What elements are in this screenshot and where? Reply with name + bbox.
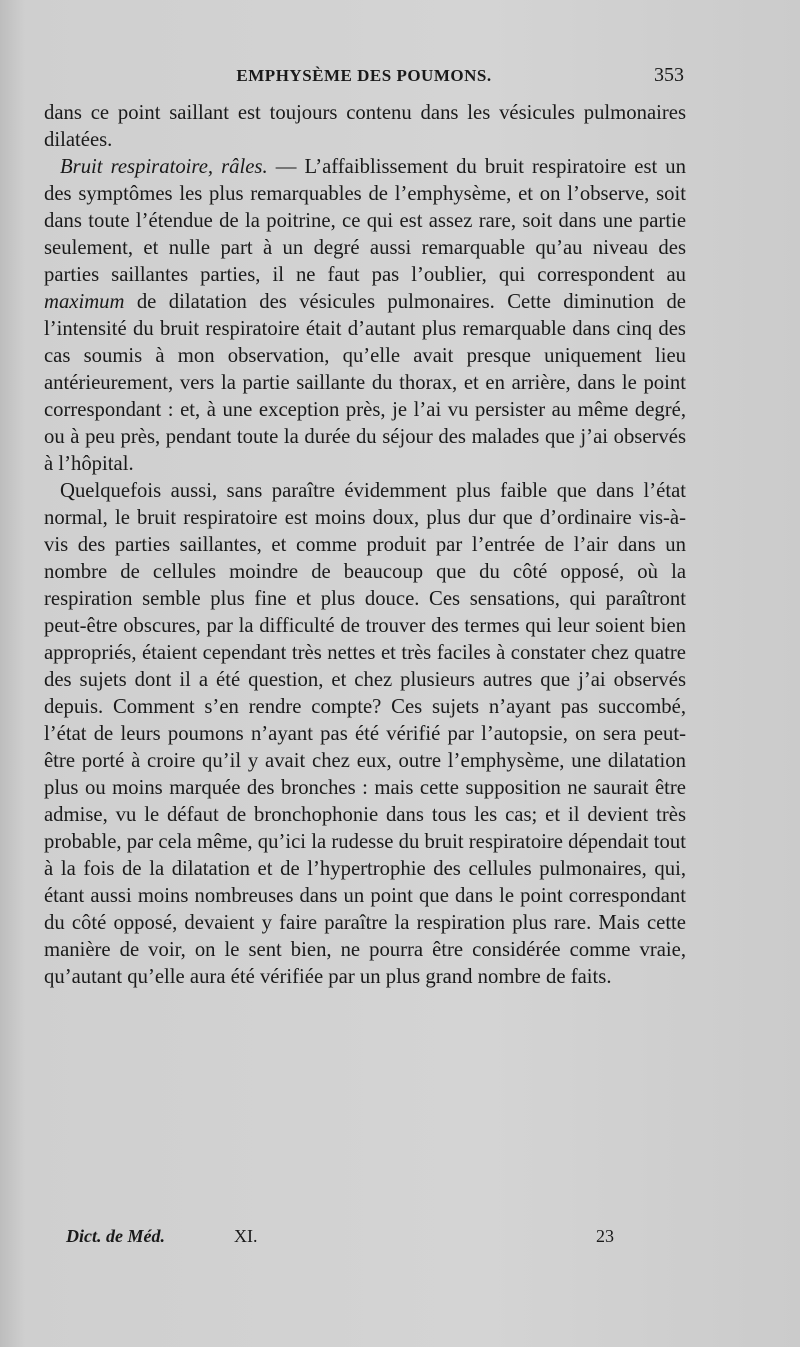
- section-heading: Bruit respiratoire, râles.: [60, 156, 268, 178]
- page-footer: [66, 1226, 614, 1252]
- footer-volume: XI.: [234, 1226, 258, 1246]
- text-run: dans ce point saillant est toujours contenu dans les vésicules pulmonaires dilatées.: [44, 102, 686, 151]
- page-number: 353: [654, 64, 684, 86]
- signature-number: 23: [596, 1226, 614, 1246]
- italic-term: maximum: [44, 291, 125, 313]
- footer-source: Dict. de Méd.: [66, 1226, 165, 1246]
- running-title: EMPHYSÈME DES POUMONS.: [236, 66, 492, 85]
- paragraph: [44, 478, 686, 991]
- page-header: [44, 62, 684, 92]
- text-run: Quelquefois aussi, sans paraître évidemment plus faible que dans l’état normal, le bruit respiratoire est moins doux, plus dur que d’ordinaire vis-à-vis des parties saillantes, et comme produit par l’entrée de l’air dans un nombre de cellules moindre de beaucoup que du côté opposé, où la respiration semble plus fine et plus douce. Ces sensations, qui paraîtront peut-être obscures, par la difficulté de trouver des termes qui leur soient bien appropriés, étaient cependant très nettes et très faciles à constater chez quatre des sujets dont il a été question, et chez plusieurs autres que j’ai observés depuis. Comment s’en rendre compte? Ces sujets n’ayant pas succombé, l’état de leurs poumons n’ayant pas été vérifié par l’autopsie, on sera peut-être porté à croire qu’il y avait chez eux, outre l’emphysème, une dilatation plus ou moins marquée des bronches : mais cette supposition ne saurait être admise, vu le défaut de bronchophonie dans tous les cas; et il devient très probable, par cela même, qu’ici la rudesse du bruit respiratoire dépendait tout à la fois de la dilatation et de l’hypertrophie des cellules pulmonaires, qui, étant aussi moins nombreuses dans un point que dans le point correspondant du côté opposé, devaient y faire paraître la respiration plus rare. Mais cette manière de voir, on le sent bien, ne pourra être considérée comme vraie, qu’autant qu’elle aura été vérifiée par un plus grand nombre de faits.: [44, 480, 686, 988]
- text-run: — L’affaiblissement du bruit respiratoire est un des symptômes les plus remarquables de l’emphysème, et on l’observe, soit dans toute l’étendue de la poitrine, ce qui est assez rare, soit dans une partie seulement, et nulle part à un degré aussi remarquable qu’au niveau des parties saillantes parties, il ne faut pas l’oublier, qui correspondent au: [44, 156, 686, 286]
- paragraph: [44, 154, 686, 478]
- text-run: de dilatation des vésicules pulmonaires. Cette diminution de l’intensité du bruit respiratoire était d’autant plus remarquable dans cinq des cas soumis à mon observation, qu’elle avait presque uniquement lieu antérieurement, vers la partie saillante du thorax, et en arrière, dans le point correspondant : et, à une exception près, je l’ai vu persister au même degré, ou à peu près, pendant toute la durée du séjour des malades que j’ai observés à l’hôpital.: [44, 291, 686, 475]
- body-text: [44, 100, 686, 991]
- paragraph: [44, 100, 686, 154]
